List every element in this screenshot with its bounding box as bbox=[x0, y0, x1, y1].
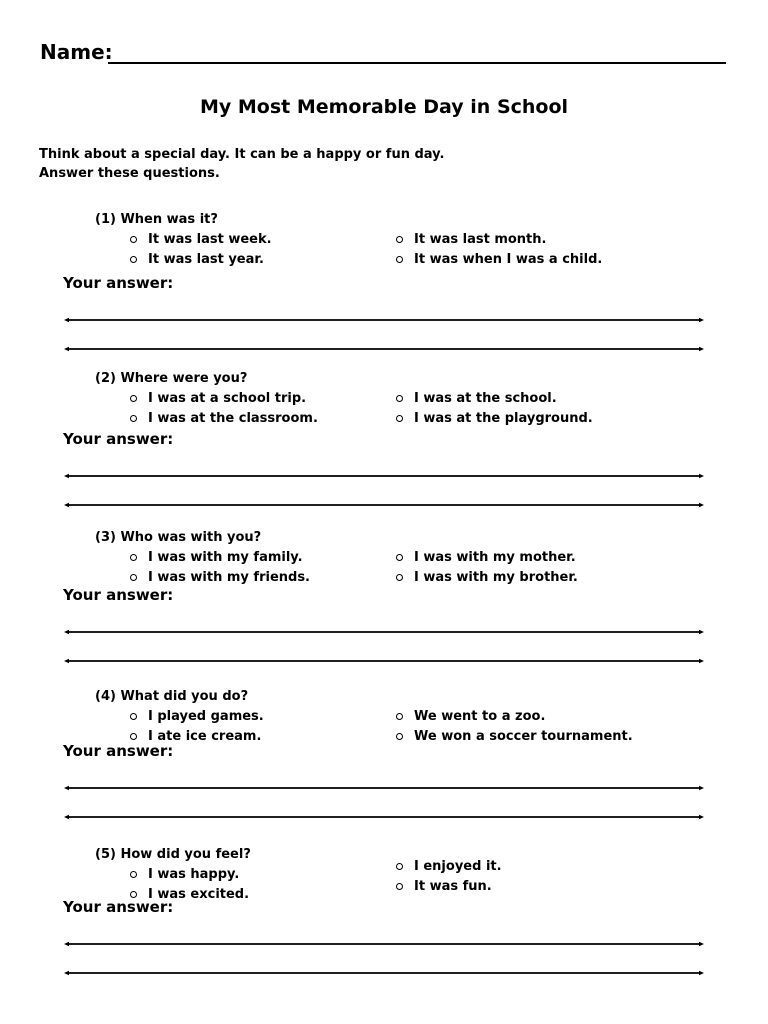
option-text: It was last week. bbox=[148, 232, 272, 247]
question-4-option bbox=[396, 729, 633, 744]
question-2-prompt: (2) Where were you? bbox=[95, 371, 248, 386]
bullet-icon bbox=[396, 574, 403, 581]
option-text: I ate ice cream. bbox=[148, 729, 262, 744]
answer-line[interactable] bbox=[64, 782, 704, 794]
option-text: I was with my family. bbox=[148, 550, 303, 565]
option-text: It was when I was a child. bbox=[414, 252, 603, 267]
option-text: It was last month. bbox=[414, 232, 547, 247]
question-4-option bbox=[396, 709, 545, 724]
answer-line[interactable] bbox=[64, 655, 704, 667]
bullet-icon bbox=[130, 733, 137, 740]
option-text: I enjoyed it. bbox=[414, 859, 502, 874]
bullet-icon bbox=[396, 713, 403, 720]
instructions-line-2: Answer these questions. bbox=[39, 166, 220, 181]
option-text: We went to a zoo. bbox=[414, 709, 546, 724]
bullet-icon bbox=[130, 554, 137, 561]
question-3-option bbox=[396, 570, 578, 585]
option-text: I was excited. bbox=[148, 887, 250, 902]
bullet-icon bbox=[130, 415, 137, 422]
question-1-option bbox=[130, 252, 264, 267]
question-3-prompt: (3) Who was with you? bbox=[95, 530, 262, 545]
answer-label: Your answer: bbox=[63, 898, 174, 916]
option-text: I was at a school trip. bbox=[148, 391, 307, 406]
bullet-icon bbox=[130, 395, 137, 402]
bullet-icon bbox=[130, 713, 137, 720]
option-text: I was at the school. bbox=[414, 391, 557, 406]
option-text: I played games. bbox=[148, 709, 264, 724]
question-4-option bbox=[130, 709, 264, 724]
bullet-icon bbox=[130, 891, 137, 898]
option-text: I was with my mother. bbox=[414, 550, 576, 565]
bullet-icon bbox=[130, 871, 137, 878]
answer-line[interactable] bbox=[64, 811, 704, 823]
option-text: It was last year. bbox=[148, 252, 264, 267]
name-label: Name: bbox=[40, 40, 113, 64]
bullet-icon bbox=[130, 574, 137, 581]
answer-line[interactable] bbox=[64, 967, 704, 979]
bullet-icon bbox=[396, 256, 403, 263]
question-1-option bbox=[130, 232, 272, 247]
bullet-icon bbox=[396, 733, 403, 740]
worksheet-title: My Most Memorable Day in School bbox=[199, 96, 569, 118]
answer-label: Your answer: bbox=[63, 430, 174, 448]
answer-line[interactable] bbox=[64, 499, 704, 511]
question-5-option bbox=[396, 859, 502, 874]
question-1-option bbox=[396, 252, 602, 267]
question-2-option bbox=[396, 411, 593, 426]
bullet-icon bbox=[396, 415, 403, 422]
question-2-option bbox=[130, 411, 318, 426]
question-3-option bbox=[396, 550, 576, 565]
answer-line[interactable] bbox=[64, 938, 704, 950]
answer-label: Your answer: bbox=[63, 586, 174, 604]
question-2-option bbox=[130, 391, 306, 406]
answer-label: Your answer: bbox=[63, 742, 174, 760]
bullet-icon bbox=[396, 863, 403, 870]
question-4-prompt: (4) What did you do? bbox=[95, 689, 249, 704]
instructions-line-1: Think about a special day. It can be a happy or fun day. bbox=[39, 147, 445, 162]
question-3-option bbox=[130, 570, 310, 585]
question-2-option bbox=[396, 391, 557, 406]
bullet-icon bbox=[130, 256, 137, 263]
question-5-option bbox=[396, 879, 492, 894]
bullet-icon bbox=[130, 236, 137, 243]
answer-line[interactable] bbox=[64, 314, 704, 326]
bullet-icon bbox=[396, 236, 403, 243]
instructions bbox=[39, 145, 444, 183]
question-1-option bbox=[396, 232, 546, 247]
option-text: I was at the playground. bbox=[414, 411, 593, 426]
bullet-icon bbox=[396, 395, 403, 402]
question-5-option bbox=[130, 867, 239, 882]
answer-label: Your answer: bbox=[63, 274, 174, 292]
answer-line[interactable] bbox=[64, 626, 704, 638]
question-1-prompt: (1) When was it? bbox=[95, 212, 218, 227]
option-text: I was with my friends. bbox=[148, 570, 310, 585]
bullet-icon bbox=[396, 554, 403, 561]
option-text: I was at the classroom. bbox=[148, 411, 318, 426]
question-3-option bbox=[130, 550, 303, 565]
option-text: I was with my brother. bbox=[414, 570, 578, 585]
bullet-icon bbox=[396, 883, 403, 890]
name-write-line[interactable] bbox=[108, 62, 726, 64]
answer-line[interactable] bbox=[64, 343, 704, 355]
option-text: It was fun. bbox=[414, 879, 492, 894]
option-text: We won a soccer tournament. bbox=[414, 729, 633, 744]
question-5-prompt: (5) How did you feel? bbox=[95, 847, 251, 862]
option-text: I was happy. bbox=[148, 867, 240, 882]
answer-line[interactable] bbox=[64, 470, 704, 482]
